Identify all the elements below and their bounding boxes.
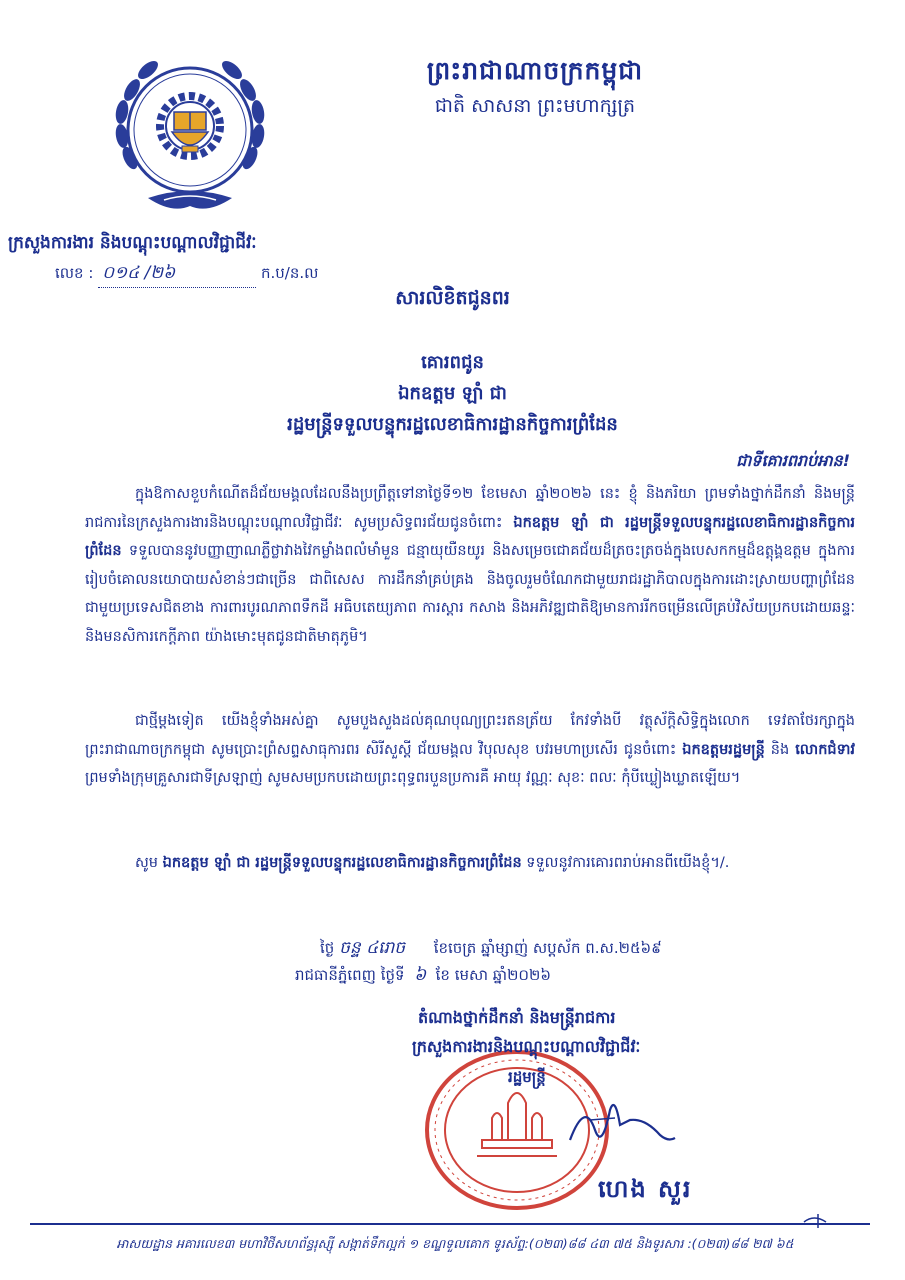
letter-title: សារលិខិតជូនពរ <box>395 287 510 309</box>
footer-divider <box>30 1223 870 1225</box>
p2-and: និង <box>770 741 790 758</box>
ref-number: ០១៤ /២៦ <box>98 262 256 288</box>
issuing-ministry: ក្រសួងការងារ និងបណ្តុះបណ្តាលវិជ្ជាជីវៈ <box>8 233 257 253</box>
kingdom-heading: ព្រះរាជាណាចក្រកម្ពុជា <box>426 56 644 85</box>
p3-text-c: ទទួលនូវការគោរពរាប់អានពីយើងខ្ញុំ។/. <box>526 855 730 871</box>
p1-text-a: ក្នុងឱកាសខួបកំណើតដ៏ជ័យមង្គលដែលនឹងប្រព្រឹត្តទៅនាថ្ងៃទី១២ ខែមេសា ឆ្នាំ២០២៦ នេះ ខ្ញុំ និងភរិយា ព្រមទាំងថ្នាក់ដឹកនាំ និងមន្ត្រីរាជការនៃក្រសួងការងារនិងបណ្តុះបណ្តាលវិជ្ជាជីវៈ សូមប្រសិទ្ធពរជ័យជូនចំពោះ <box>85 486 855 531</box>
p2-text-e: ព្រមទាំងក្រុមគ្រួសារជាទីស្រឡាញ់ សូមសមប្រកបដោយព្រះពុទ្ធពរបួនប្រការគឺ អាយុ វណ្ណៈ សុខៈ ពលៈ កុំបីឃ្លៀងឃ្លាតឡើយ។ <box>85 770 741 786</box>
reference-line <box>55 262 318 288</box>
solar-prefix: រាជធានីភ្នំពេញ ថ្ងៃទី <box>295 966 405 984</box>
lunar-day: ចន្ទ ៤រោច <box>339 938 406 958</box>
signature-line-1: តំណាងថ្នាក់ដឹកនាំ និងមន្ត្រីរាជការ <box>418 1008 616 1027</box>
p3-recipient: ឯកឧត្តម ឡាំ ជា រដ្ឋមន្ត្រីទទួលបន្ទុករដ្ឋលេខាធិការដ្ឋានកិច្ចការព្រំដែន <box>162 855 522 871</box>
lunar-rest: ខែចេត្រ ឆ្នាំម្សាញ់ សប្តស័ក ព.ស.២៥៦៩ <box>433 939 662 957</box>
ministry-logo <box>108 48 273 218</box>
ref-suffix: ក.ប/ន.ល <box>260 264 319 282</box>
recipient-name: ឯកឧត្តម ឡាំ ជា <box>398 383 507 404</box>
solar-rest: ខែ មេសា ឆ្នាំ២០២៦ <box>435 966 552 984</box>
body-paragraph-2 <box>85 707 855 793</box>
handwritten-mark <box>800 1210 830 1234</box>
footer-address: អាសយដ្ឋាន អគារលេខ៣ មហាវិថីសហព័ន្ធរុស្ស៊ី សង្កាត់ទឹកល្អក់ ១ ខណ្ឌទួលគោក ទូរស័ព្ទ:(០២៣)៨៨ ៤៣ ៧៥ និងទូរសារ :(០២៣)៨៨ ២៧ ៦៥ <box>116 1236 794 1251</box>
solar-date <box>295 964 551 989</box>
respect-line: ជាទីគោរពរាប់អាន! <box>736 451 850 470</box>
solar-day: ៦ <box>414 965 427 985</box>
recipient-title: រដ្ឋមន្ត្រីទទួលបន្ទុករដ្ឋលេខាធិការដ្ឋានកិច្ចការព្រំដែន <box>287 414 618 435</box>
signature-line-3: រដ្ឋមន្ត្រី <box>508 1068 546 1086</box>
p2-lady: លោកជំទាវ <box>795 741 856 758</box>
to-label: គោរពជូន <box>421 352 484 373</box>
national-motto: ជាតិ សាសនា ព្រះមហាក្សត្រ <box>434 95 636 117</box>
lunar-date <box>320 937 662 962</box>
signature-line-2: ក្រសួងការងារនិងបណ្តុះបណ្តាលវិជ្ជាជីវៈ <box>412 1037 641 1056</box>
ref-label: លេខ : <box>55 264 94 282</box>
body-paragraph-1 <box>85 480 855 651</box>
p1-recipient: ឯកឧត្តម ឡាំ ជា រដ្ឋមន្ត្រីទទួលបន្ទុករដ្ឋលេខាធិការដ្ឋានកិច្ចការព្រំដែន <box>85 514 855 559</box>
lunar-prefix: ថ្ងៃ <box>320 939 335 957</box>
p3-text-a: សូម <box>135 855 159 871</box>
body-paragraph-3 <box>85 849 855 878</box>
p2-minister: ឯកឧត្តមរដ្ឋមន្ត្រី <box>682 741 765 758</box>
handwritten-signature <box>560 1090 680 1160</box>
p1-text-c: ទទួលបាននូវបញ្ញាញាណភ្លឺថ្លាវាងវៃកម្លាំងពលំមាំមួន ជន្មាយុយឺនយូរ និងសម្រេចជោគជ័យដ៏ត្រចះត្រចង់ក្នុងបេសកកម្មដ៏ឧត្តុង្គឧត្តម ក្នុងការរៀបចំគោលនយោបាយសំខាន់ៗជាច្រើន ជាពិសេស ការដឹកនាំគ្រប់គ្រង និងចូលរួមចំណែកជាមួយរាជរដ្ឋាភិបាលក្នុងការដោះស្រាយបញ្ហាព្រំដែនជាមួយប្រទេសជិតខាង ការពារបូរណភាពទឹកដី អធិបតេយ្យភាព ការស្តារ កសាង និងអភិវឌ្ឍជាតិឱ្យមានការរីកចម្រើនលើគ្រប់វិស័យប្រកបដោយឆន្ទៈ និងមនសិការកេក្តីភាព យ៉ាងមោះមុតជូនជាតិមាតុភូមិ។ <box>85 543 856 645</box>
signatory-name: ហេង សួរ <box>598 1175 693 1203</box>
p2-text-a: ជាថ្មីម្តងទៀត យើងខ្ញុំទាំងអស់គ្នា សូមបួងសួងដល់គុណបុណ្យព្រះរតនត្រ័យ កែវទាំងបី វត្ថុស័ក្តិសិទ្ធិក្នុងលោក ទេវតាថែរក្សាក្នុងព្រះរាជាណាចក្រកម្ពុជា សូមប្រោះព្រំសព្ទសាធុការពរ សិរីសួស្តី ជ័យមង្គល វិបុលសុខ បវរមហាប្រសើរ ជូនចំពោះ <box>85 713 855 758</box>
